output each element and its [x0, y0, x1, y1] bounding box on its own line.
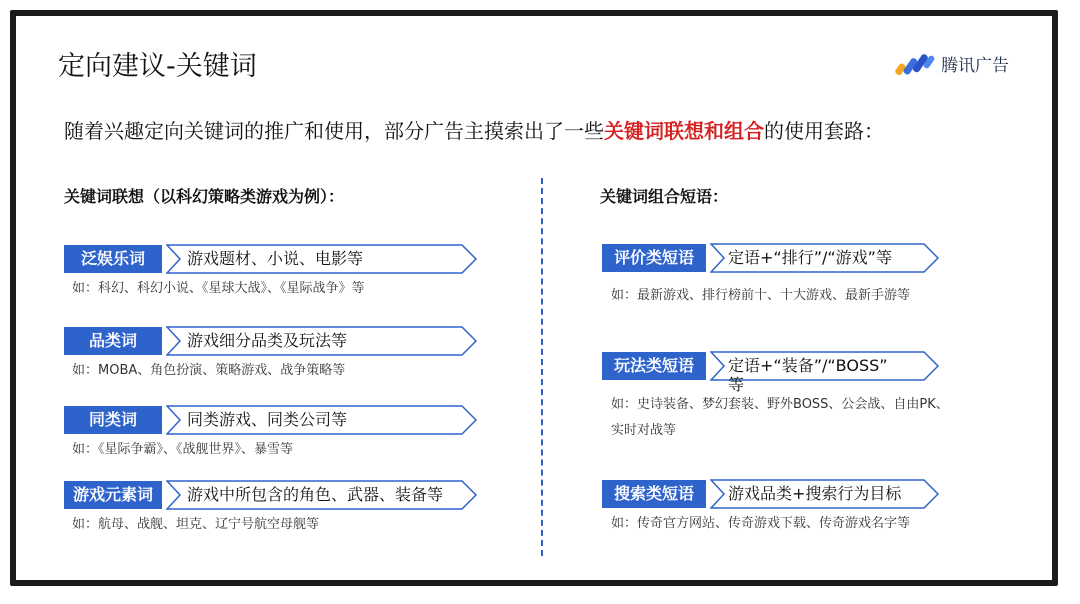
right-example-1-line-0: 如：史诗装备、梦幻套装、野外BOSS、公会战、自由PK、: [611, 397, 949, 412]
left-desc-1: 游戏细分品类及玩法等: [187, 331, 348, 350]
brand-logo: [895, 48, 1009, 78]
left-example-1: 如：MOBA、角色扮演、策略游戏、战争策略等: [72, 363, 346, 378]
intro-text: [64, 115, 884, 144]
left-section-heading: 关键词联想（以科幻策略类游戏为例）：: [64, 187, 345, 206]
right-example-0-line-0: 如：最新游戏、排行榜前十、十大游戏、最新手游等: [611, 288, 911, 303]
right-tag-1: 玩法类短语: [602, 352, 706, 380]
right-desc-1: 定语+“装备”/“BOSS”: [728, 356, 888, 375]
brand-name: 腾讯广告: [941, 55, 1009, 76]
right-tag-2: 搜索类短语: [602, 480, 706, 508]
left-desc-0: 游戏题材、小说、电影等: [187, 249, 364, 268]
right-example-2-line-0: 如：传奇官方网站、传奇游戏下载、传奇游戏名字等: [611, 516, 911, 531]
left-tag-1: 品类词: [64, 327, 162, 355]
left-tag-3: 游戏元素词: [64, 481, 162, 509]
right-tag-0: 评价类短语: [602, 244, 706, 272]
left-desc-2: 同类游戏、同类公司等: [187, 410, 348, 429]
left-tag-0: 泛娱乐词: [64, 245, 162, 273]
right-desc-0: 定语+“排行”/“游戏”等: [728, 248, 892, 267]
tencent-ads-logo-icon: [895, 51, 935, 75]
right-desc-1-overflow: 等: [728, 375, 745, 394]
left-desc-3: 游戏中所包含的角色、武器、装备等: [187, 485, 444, 504]
right-example-1-line-1: 实时对战等: [611, 423, 677, 438]
intro-highlight: 关键词联想和组合: [604, 119, 764, 143]
right-section-heading: 关键词组合短语：: [600, 187, 729, 206]
left-example-2: 如：《星际争霸》、《战舰世界》、暴雪等: [72, 442, 294, 457]
left-tag-2: 同类词: [64, 406, 162, 434]
left-example-3: 如：航母、战舰、坦克、辽宁号航空母舰等: [72, 517, 320, 532]
page-title: 定向建议-关键词: [58, 51, 257, 82]
intro-after: 的使用套路：: [764, 119, 884, 143]
column-divider: [541, 178, 543, 556]
left-example-0: 如：科幻、科幻小说、《星球大战》、《星际战争》等: [72, 281, 365, 296]
intro-before: 随着兴趣定向关键词的推广和使用，部分广告主摸索出了一些: [64, 119, 604, 143]
right-desc-2: 游戏品类+搜索行为目标: [728, 484, 902, 503]
